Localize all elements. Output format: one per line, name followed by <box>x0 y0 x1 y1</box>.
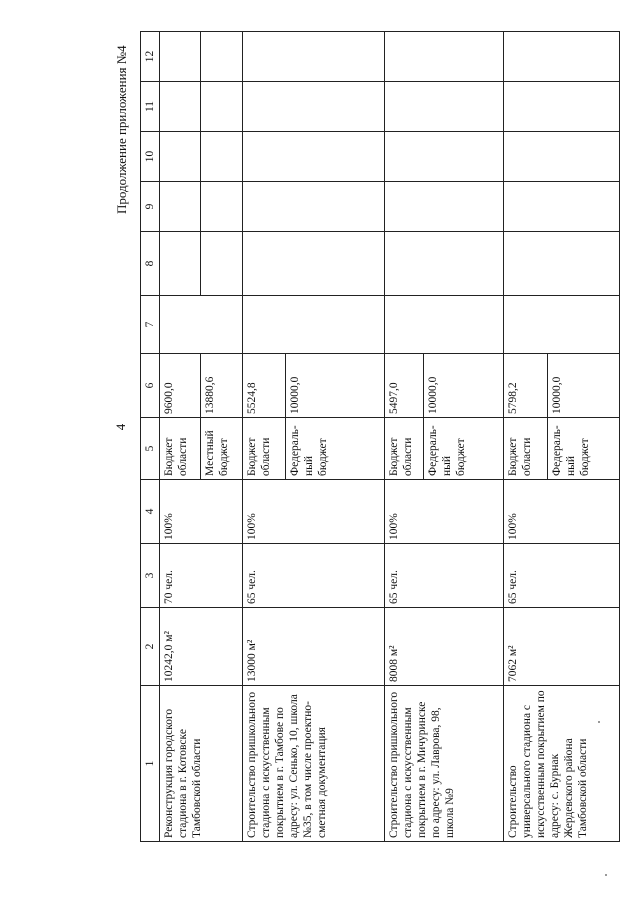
page-number: 4 <box>113 423 128 431</box>
funding-amount-cell: 10000,0 <box>423 354 504 418</box>
funding-source-cell: Бюджет области <box>504 418 548 480</box>
column-number: 1 <box>141 686 160 842</box>
funding-amount-cell: 10000,0 <box>286 354 384 418</box>
empty-cell <box>201 182 242 232</box>
funding-amount-cell: 9600,0 <box>160 354 201 418</box>
column-number: 3 <box>141 544 160 608</box>
empty-cell <box>201 82 242 132</box>
funding-amount-cell: 5798,2 <box>504 354 548 418</box>
column-number: 10 <box>141 132 160 182</box>
project-name-cell: Строительство универсального стадиона с искусственным покрытием по адресу: с. Бурнак Жердевского района Тамбовской области <box>504 686 620 842</box>
funding-source-cell: Федераль-ный бюджет <box>423 418 504 480</box>
empty-cell <box>504 232 620 296</box>
rotated-table-wrapper <box>140 32 620 842</box>
column-number: 5 <box>141 418 160 480</box>
table-row <box>384 32 423 842</box>
funding-amount-cell: 13880,6 <box>201 354 242 418</box>
column-number-row <box>141 32 160 842</box>
empty-cell <box>242 32 384 82</box>
funding-amount-cell: 5497,0 <box>384 354 423 418</box>
column-number: 9 <box>141 182 160 232</box>
empty-cell <box>384 296 504 354</box>
funding-amount-cell: 10000,0 <box>547 354 619 418</box>
empty-cell <box>201 132 242 182</box>
empty-cell <box>504 182 620 232</box>
project-name-cell: Строительство пришкольного стадиона с искусственным покрытием в г. Тамбове по адресу: ул. Сенько, 10, школа №35, в том числе проектно-сметная документация <box>242 686 384 842</box>
area-cell: 7062 м² <box>504 608 620 686</box>
empty-cell <box>160 32 201 82</box>
funding-source-cell: Бюджет области <box>384 418 423 480</box>
empty-cell <box>242 182 384 232</box>
empty-cell <box>160 132 201 182</box>
readiness-cell: 100% <box>504 480 620 544</box>
column-number: 11 <box>141 82 160 132</box>
readiness-cell: 100% <box>242 480 384 544</box>
empty-cell <box>242 232 384 296</box>
empty-cell <box>160 182 201 232</box>
table-row <box>242 32 286 842</box>
funding-table <box>140 31 620 842</box>
scan-mark <box>605 874 607 876</box>
readiness-cell: 100% <box>384 480 504 544</box>
funding-source-cell: Местный бюджет <box>201 418 242 480</box>
area-cell: 13000 м² <box>242 608 384 686</box>
capacity-cell: 65 чел. <box>242 544 384 608</box>
empty-cell <box>504 32 620 82</box>
empty-cell <box>242 296 384 354</box>
empty-cell <box>504 132 620 182</box>
readiness-cell: 100% <box>160 480 243 544</box>
funding-source-cell: Федераль-ный бюджет <box>547 418 619 480</box>
empty-cell <box>160 82 201 132</box>
column-number: 6 <box>141 354 160 418</box>
appendix-caption-text: Продолжение приложения №4 <box>114 45 129 214</box>
funding-source-cell: Бюджет области <box>242 418 286 480</box>
empty-cell <box>504 82 620 132</box>
area-cell: 10242,0 м² <box>160 608 243 686</box>
capacity-cell: 65 чел. <box>384 544 504 608</box>
empty-cell <box>384 32 504 82</box>
funding-source-cell: Бюджет области <box>160 418 201 480</box>
empty-cell <box>384 182 504 232</box>
column-number: 12 <box>141 32 160 82</box>
empty-cell <box>384 232 504 296</box>
area-cell: 8008 м² <box>384 608 504 686</box>
project-name-cell: Реконструкция городского стадиона в г. Котовске Тамбовской области <box>160 686 243 842</box>
empty-cell <box>160 232 201 296</box>
capacity-cell: 65 чел. <box>504 544 620 608</box>
scan-mark <box>598 721 600 723</box>
funding-amount-cell: 5524,8 <box>242 354 286 418</box>
empty-cell <box>384 132 504 182</box>
empty-cell <box>242 82 384 132</box>
empty-cell <box>201 32 242 82</box>
funding-source-cell: Федераль-ный бюджет <box>286 418 384 480</box>
empty-cell <box>504 296 620 354</box>
column-number: 4 <box>141 480 160 544</box>
empty-cell <box>160 296 243 354</box>
column-number: 8 <box>141 232 160 296</box>
project-name-cell: Строительство пришкольного стадиона с искусственным покрытием в г. Мичуринске по адресу: ул. Лаврова, 98, школа №9 <box>384 686 504 842</box>
empty-cell <box>201 232 242 296</box>
column-number: 2 <box>141 608 160 686</box>
empty-cell <box>242 132 384 182</box>
table-row <box>160 32 201 842</box>
column-number: 7 <box>141 296 160 354</box>
table-row <box>504 32 548 842</box>
capacity-cell: 70 чел. <box>160 544 243 608</box>
empty-cell <box>384 82 504 132</box>
